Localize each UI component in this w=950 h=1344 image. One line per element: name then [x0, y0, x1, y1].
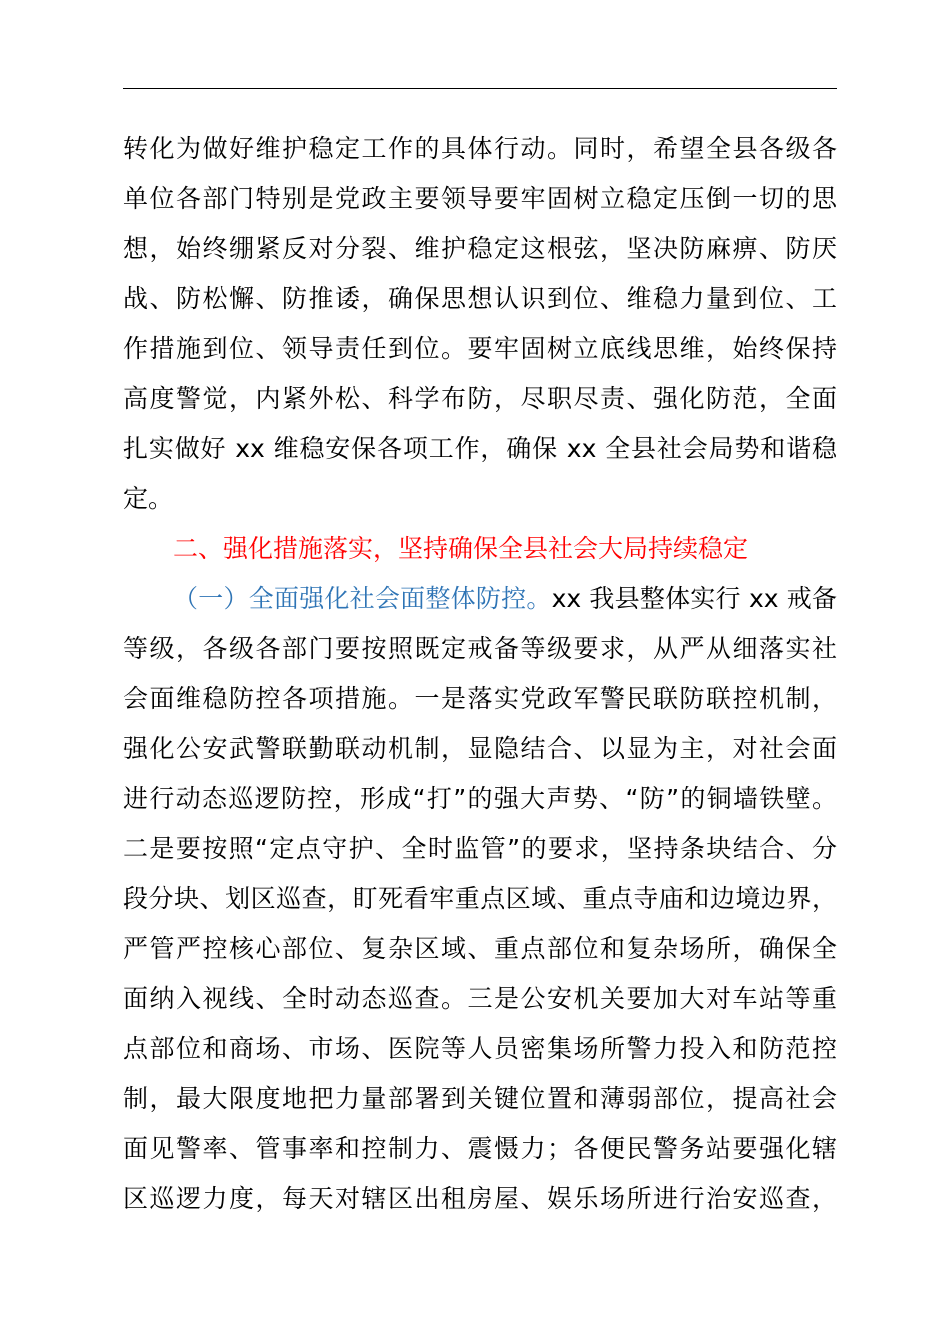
body-line: 定。	[123, 484, 174, 513]
body-line: 制，最大限度地把力量部署到关键位置和薄弱部位，提高社会	[123, 1084, 837, 1113]
body-line: 面见警率、管事率和控制力、震慑力；各便民警务站要强化辖	[123, 1134, 837, 1163]
body-line: 强化公安武警联勤联动机制，显隐结合、以显为主，对社会面	[123, 734, 837, 763]
body-line: 扎实做好 xx 维稳安保各项工作，确保 xx 全县社会局势和谐稳	[123, 434, 837, 463]
body-line: 转化为做好维护稳定工作的具体行动。同时，希望全县各级各	[123, 134, 837, 163]
body-line: 单位各部门特别是党政主要领导要牢固树立稳定压倒一切的思	[123, 184, 837, 213]
body-line: 点部位和商场、市场、医院等人员密集场所警力投入和防范控	[123, 1034, 837, 1063]
header-rule	[123, 88, 837, 89]
document-body	[123, 124, 837, 1224]
body-line: 严管严控核心部位、复杂区域、重点部位和复杂场所，确保全	[123, 934, 837, 963]
section-heading: 二、强化措施落实，坚持确保全县社会大局持续稳定	[173, 534, 749, 563]
body-line: 段分块、划区巡查，盯死看牢重点区域、重点寺庙和边境边界，	[123, 884, 837, 913]
subsection-heading: （一）全面强化社会面整体防控。	[173, 584, 552, 613]
body-line: 面纳入视线、全时动态巡查。三是公安机关要加大对车站等重	[123, 984, 837, 1013]
subsection-first-line	[123, 574, 837, 624]
body-line: 想，始终绷紧反对分裂、维护稳定这根弦，坚决防麻痹、防厌	[123, 234, 837, 263]
body-line: 二是要按照“定点守护、全时监管”的要求，坚持条块结合、分	[123, 834, 837, 863]
body-line: 作措施到位、领导责任到位。要牢固树立底线思维，始终保持	[123, 334, 837, 363]
body-line: 进行动态巡逻防控，形成“打”的强大声势、“防”的铜墙铁壁。	[123, 784, 837, 813]
body-line: 会面维稳防控各项措施。一是落实党政军警民联防联控机制，	[123, 684, 837, 713]
body-line: 战、防松懈、防推诿，确保思想认识到位、维稳力量到位、工	[123, 284, 837, 313]
body-line: 高度警觉，内紧外松、科学布防，尽职尽责、强化防范，全面	[123, 384, 837, 413]
body-line: 区巡逻力度，每天对辖区出租房屋、娱乐场所进行治安巡查，	[123, 1184, 837, 1213]
body-line: 等级，各级各部门要按照既定戒备等级要求，从严从细落实社	[123, 634, 837, 663]
subsection-first-line-text: xx 我县整体实行 xx 戒备	[551, 584, 837, 613]
